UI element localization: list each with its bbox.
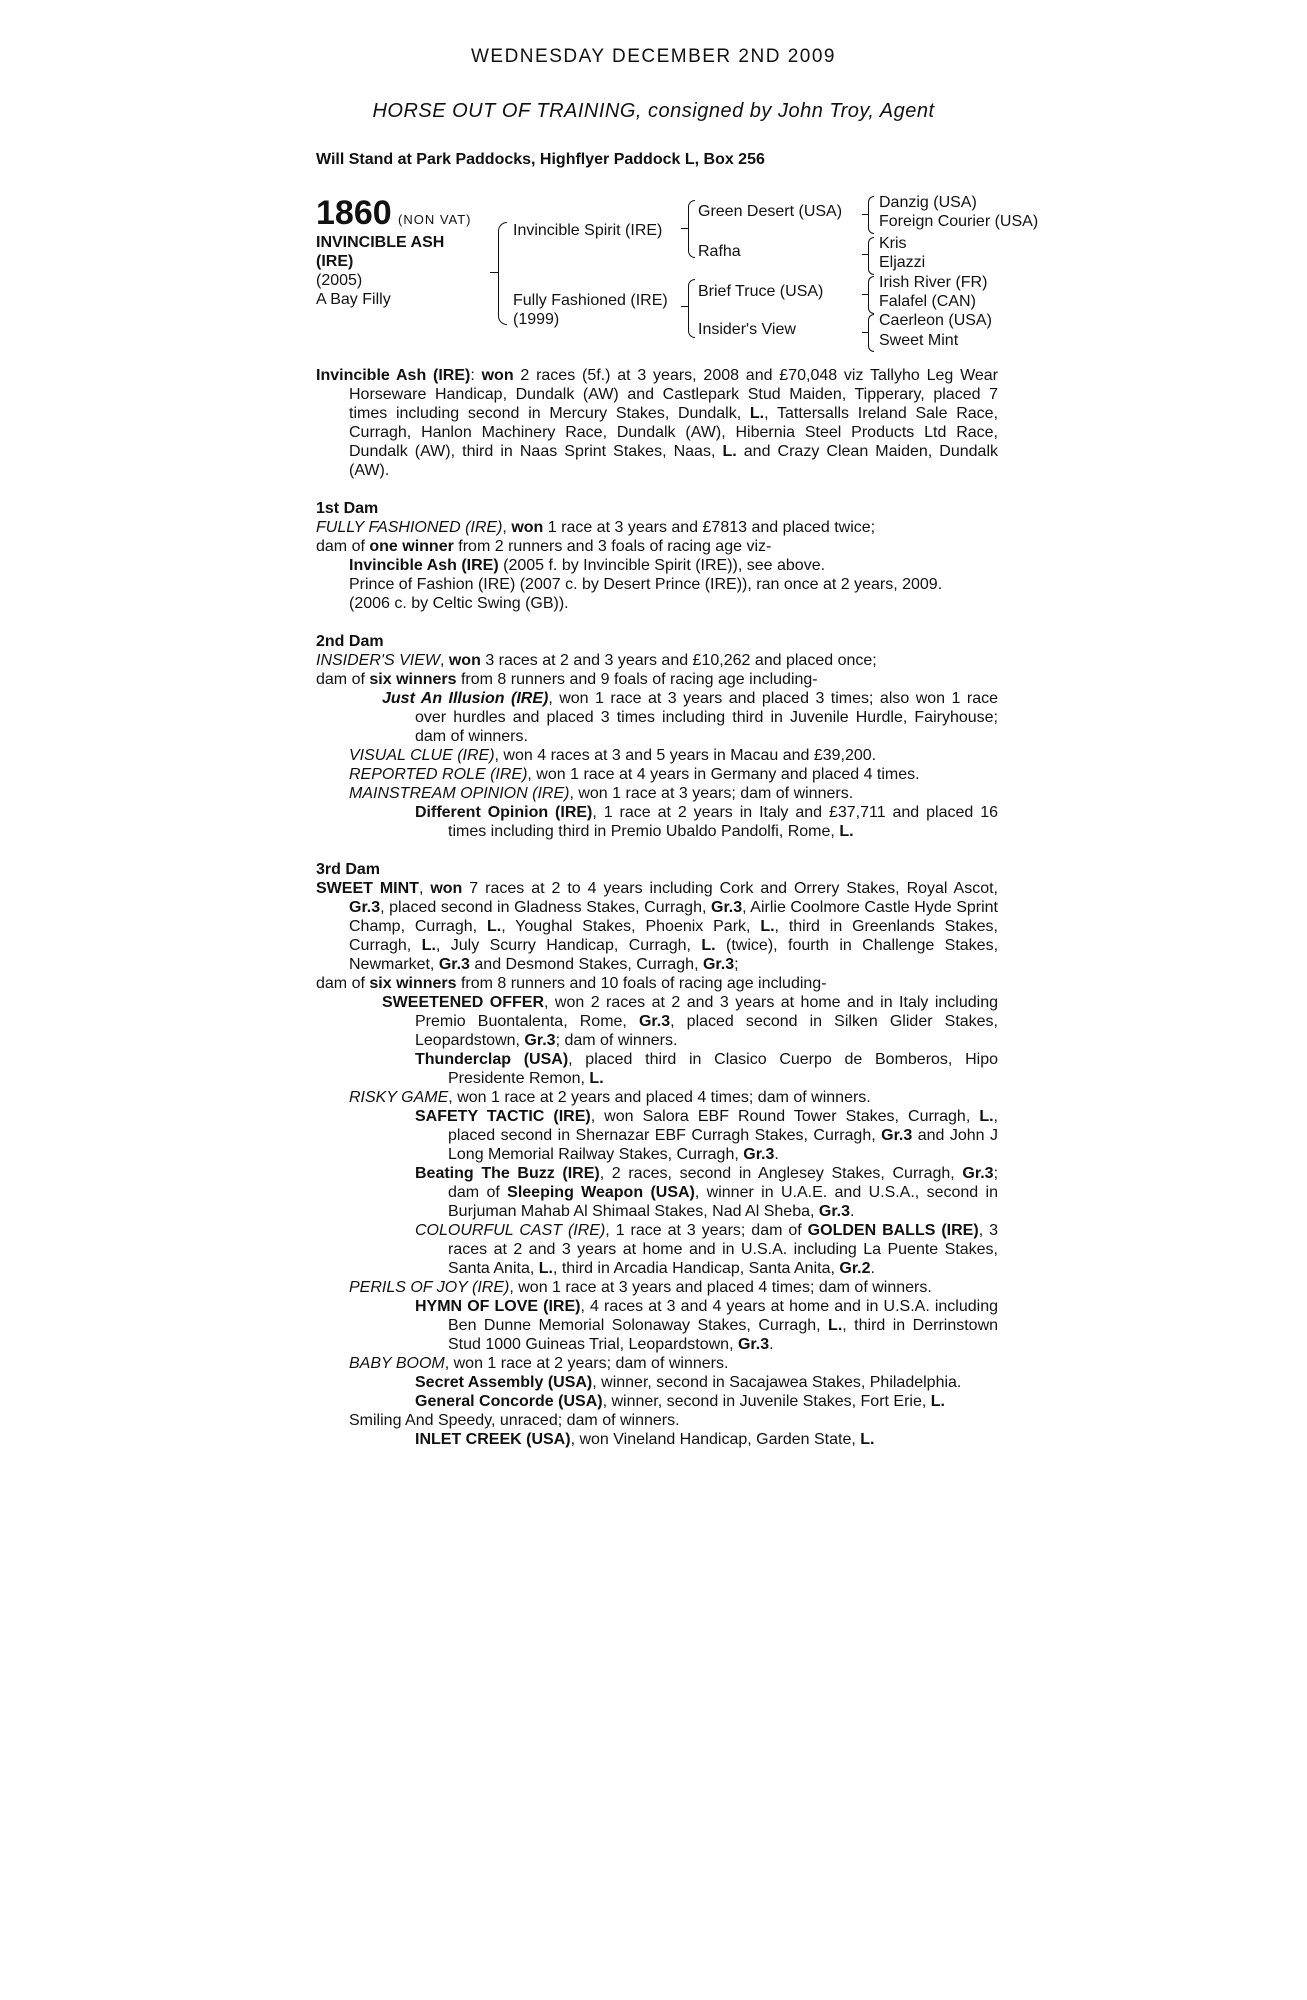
dam3-produce-b2-name: Beating The Buzz (IRE)	[415, 1165, 600, 1182]
pedigree-g7: Caerleon (USA)	[879, 312, 992, 329]
dam1-produce-3: (2006 c. by Celtic Swing (GB)).	[349, 595, 569, 612]
pedigree-sire: Invincible Spirit (IRE)	[513, 222, 663, 239]
pedigree-brace-g2	[868, 237, 874, 275]
listed-mark: L.	[421, 937, 436, 954]
gr3-mark: Gr.3	[638, 1013, 671, 1030]
dam3-produce-b2: Beating The Buzz (IRE), 2 races, second in Anglesey Stakes, Curragh, Gr.3; dam of Sleeping Weapon (USA), winner in U.A.E. and U.S.A., second in Burjuman Mahab Al Shimaal Stakes, Nad Al Sheba, Gr.3.	[415, 1165, 999, 1220]
dam2-produce-4	[316, 784, 998, 803]
dam3-produce-c1-text-2: , third in Derrinstown Stud 1000 Guineas Trial, Leopardstown,	[448, 1317, 999, 1353]
dam2-produce-3	[316, 765, 998, 784]
listed-mark: L.	[701, 937, 716, 954]
dam3-won-text-1: 7 races at 2 to 4 years including Cork and Orrery Stakes, Royal Ascot,	[469, 880, 998, 897]
pedigree-brace-main	[498, 222, 507, 325]
gr3-mark: Gr.3	[818, 1203, 851, 1220]
dam3-won-text-3: , Airlie Coolmore Castle Hyde Sprint Champ, Curragh,	[349, 899, 998, 935]
listed-mark: L.	[828, 1317, 843, 1334]
pedigree-brace-g3	[868, 276, 874, 314]
dam3-produce-b1-name: SAFETY TACTIC (IRE)	[415, 1108, 591, 1125]
dam3-produce-b1-text-3: and John J Long Memorial Railway Stakes, Curragh,	[448, 1127, 998, 1163]
pedigree-brace-g3-point	[862, 294, 868, 295]
dam3-produce-e1-name: INLET CREEK (USA)	[415, 1431, 571, 1448]
dam3-produce-a-name: SWEETENED OFFER	[382, 994, 545, 1011]
stand-location: Will Stand at Park Paddocks, Highflyer Paddock L, Box 256	[316, 151, 765, 168]
gr3-mark: Gr.3	[438, 956, 470, 973]
dam3-produce-a-text-3: ; dam of winners.	[555, 1032, 678, 1049]
dam3-won-text-4: , Youghal Stakes, Phoenix Park,	[501, 918, 751, 935]
dam3-won-text-7: (twice), fourth in Challenge Stakes, Newmarket,	[349, 937, 999, 973]
dam1-produce-2: Prince of Fashion (IRE) (2007 c. by Desert Prince (IRE)), ran once at 2 years, 2009.	[349, 576, 943, 593]
dam3-produce-b1: SAFETY TACTIC (IRE), won Salora EBF Round Tower Stakes, Curragh, L., placed second in Shernazar EBF Curragh Stakes, Curragh, Gr.3 and John J Long Memorial Railway Stakes, Curragh, Gr.3.	[415, 1108, 998, 1163]
dam3-produce-c-text: , won 1 race at 3 years and placed 4 times; dam of winners.	[509, 1279, 932, 1296]
dam2-produce-3-name: REPORTED ROLE (IRE)	[349, 766, 528, 783]
dam3-produce-b2-offspring: Sleeping Weapon (USA)	[507, 1184, 695, 1201]
section-heading-3rd-dam: 3rd Dam	[316, 861, 381, 878]
dam2-won: won	[448, 652, 481, 669]
section-heading-1st-dam: 1st Dam	[316, 500, 379, 517]
dam3-produce-c1: HYMN OF LOVE (IRE), 4 races at 3 and 4 years at home and in U.S.A. including Ben Dunne Memorial Solonaway Stakes, Curragh, L., third in Derrinstown Stud 1000 Guineas Trial, Leopardstown, Gr.3.	[415, 1298, 999, 1353]
dam3-produce-b-text: , won 1 race at 2 years and placed 4 times; dam of winners.	[448, 1089, 871, 1106]
dam3-produce-b3-name: COLOURFUL CAST (IRE)	[415, 1222, 606, 1239]
dam3-produce-a1	[316, 1050, 998, 1088]
pedigree-g2: Foreign Courier (USA)	[879, 213, 1039, 230]
dam2-record: INSIDER'S VIEW, won 3 races at 2 and 3 years and £10,262 and placed once;	[316, 652, 877, 669]
pedigree-brace-sire	[688, 200, 695, 258]
pedigree-g6: Falafel (CAN)	[879, 293, 976, 310]
dam2-won-text: 3 races at 2 and 3 years and £10,262 and placed once;	[485, 652, 877, 669]
dam3-summary: from 8 runners and 10 foals of racing age including-	[460, 975, 827, 992]
dam3-produce-d1-name: Secret Assembly (USA)	[415, 1374, 593, 1391]
listed-mark: L.	[722, 443, 737, 460]
dam3-produce-b3-offspring: GOLDEN BALLS (IRE)	[807, 1222, 979, 1239]
dam3-produce-e1-text: , won Vineland Handicap, Garden State,	[570, 1431, 856, 1448]
listed-mark: L.	[860, 1431, 875, 1448]
dam3-produce-a-text-1: , won 2 races at 2 and 3 years at home and in Italy including Premio Buontalenta, Rome,	[415, 994, 999, 1030]
dam2-produce-1-name: Just An Illusion (IRE)	[382, 690, 549, 707]
dam2-produce-5-text: , 1 race at 2 years in Italy and £37,711 and placed 16 times including third in Premio Ubaldo Pandolfi, Rome,	[448, 804, 998, 840]
dam1-summary: from 2 runners and 3 foals of racing age viz-	[458, 538, 772, 555]
pedigree-brace-dam-point	[681, 306, 688, 307]
dam2-produce-3-text: , won 1 race at 4 years in Germany and placed 4 times.	[527, 766, 920, 783]
pedigree-g8: Sweet Mint	[879, 332, 959, 349]
dam3-produce-b3-text-4: , third in Arcadia Handicap, Santa Anita,	[552, 1260, 835, 1277]
consignment-line: HORSE OUT OF TRAINING, consigned by John Troy, Agent	[372, 100, 935, 122]
dam1-name: FULLY FASHIONED (IRE)	[316, 519, 503, 536]
dam1-produce-1-name: Invincible Ash (IRE)	[349, 557, 499, 574]
dam3-produce-d-text: , won 1 race at 2 years; dam of winners.	[444, 1355, 729, 1372]
dam3-produce-a1-name: Thunderclap (USA)	[415, 1051, 569, 1068]
dam3-produce-e: Smiling And Speedy, unraced; dam of winners.	[349, 1412, 680, 1429]
pedigree-sire-sire: Green Desert (USA)	[698, 203, 843, 220]
dam3-produce-b-name: RISKY GAME	[349, 1089, 449, 1106]
dam3-winners: six winners	[369, 975, 457, 992]
dam2-produce-2	[316, 746, 998, 765]
gr3-mark: Gr.3	[881, 1127, 913, 1144]
section-heading-2nd-dam: 2nd Dam	[316, 633, 384, 650]
dam3-produce-a	[316, 993, 998, 1050]
dam3-produce-e1	[316, 1430, 998, 1449]
dam3-won-text-8: and Desmond Stakes, Curragh,	[474, 956, 699, 973]
gr3-mark: Gr.3	[349, 899, 381, 916]
dam3-produce-c	[316, 1278, 998, 1297]
listed-mark: L.	[486, 918, 502, 935]
listed-mark: L.	[760, 918, 775, 935]
catalogue-body	[316, 366, 998, 1449]
dam3-produce-c1-text-1: , 4 races at 3 and 4 years at home and in U.S.A. including Ben Dunne Memorial Solonaway Stakes, Curragh,	[448, 1298, 999, 1334]
pedigree-dam-dam: Insider's View	[698, 321, 796, 338]
sale-date: WEDNESDAY DECEMBER 2ND 2009	[470, 46, 836, 67]
race-record-text-1: 2 races (5f.) at 3 years, 2008 and £70,048 viz Tallyho Leg Wear Horseware Handicap, Dundalk (AW) and Castlepark Stud Maiden, Tipperary, placed 7 times including second in Mercury Stakes, Dundalk,	[349, 367, 999, 422]
dam2-produce-2-name: VISUAL CLUE (IRE)	[349, 747, 495, 764]
pedigree-brace-g2-point	[862, 254, 868, 255]
pedigree-brace-g4	[868, 314, 874, 352]
horse-year: (2005)	[316, 272, 363, 289]
dam3-produce-b3: COLOURFUL CAST (IRE), 1 race at 3 years; dam of GOLDEN BALLS (IRE), 3 races at 2 and 3 years at home and in U.S.A. including La Puente Stakes, Santa Anita, L., third in Arcadia Handicap, Santa Anita, Gr.2.	[415, 1222, 998, 1277]
dam1-won: won	[511, 519, 544, 536]
dam3-record: SWEET MINT, won 7 races at 2 to 4 years including Cork and Orrery Stakes, Royal Ascot, Gr.3, placed second in Gladness Stakes, Curragh, Gr.3, Airlie Coolmore Castle Hyde Sprint Champ, Curragh, L., Youghal Stakes, Phoenix Park, L., third in Greenlands Stakes, Curragh, L., July Scurry Handicap, Curragh, L. (twice), fourth in Challenge Stakes, Newmarket, Gr.3 and Desmond Stakes, Curragh, Gr.3;	[316, 880, 999, 973]
gr3-mark: Gr.3	[524, 1032, 556, 1049]
race-record-won: won	[481, 367, 514, 384]
listed-mark: L.	[538, 1260, 553, 1277]
dam3-produce-b	[316, 1088, 998, 1107]
dam3-produce-summary	[316, 974, 998, 993]
pedigree-brace-sire-point	[681, 228, 688, 229]
dam3-produce-b3-text-3: , 3 races at 2 and 3 years at home and in U.S.A. including La Puente Stakes, Santa Anita,	[448, 1222, 998, 1277]
dam3-produce-d2-name: General Concorde (USA)	[415, 1393, 603, 1410]
pedigree-sire-dam: Rafha	[698, 243, 741, 260]
dam3-produce-b2-text-2: ; dam of	[448, 1165, 999, 1201]
dam3-produce-d1-text: , winner, second in Sacajawea Stakes, Philadelphia.	[592, 1374, 962, 1391]
dam1-record: FULLY FASHIONED (IRE), won 1 race at 3 years and £7813 and placed twice;	[316, 519, 876, 536]
pedigree-dam: Fully Fashioned (IRE)	[513, 292, 668, 309]
dam3-won-text-2: , placed second in Gladness Stakes, Curragh,	[380, 899, 707, 916]
dam2-produce-4-name: MAINSTREAM OPINION (IRE)	[349, 785, 570, 802]
dam3-won-text-5: , third in Greenlands Stakes, Curragh,	[349, 918, 999, 954]
pedigree-g3: Kris	[879, 235, 907, 252]
listed-mark: L.	[839, 823, 854, 840]
dam2-produce-summary	[316, 670, 998, 689]
dam3-produce-b1-text-1: , won Salora EBF Round Tower Stakes, Curragh,	[590, 1108, 971, 1125]
dam2-winners: six winners	[369, 671, 457, 688]
gr3-mark: Gr.3	[711, 899, 743, 916]
horse-name: INVINCIBLE ASH (IRE)	[316, 234, 445, 270]
lot-number: 1860	[316, 194, 392, 232]
listed-mark: L.	[589, 1070, 604, 1087]
dam3-produce-c1-name: HYMN OF LOVE (IRE)	[415, 1298, 581, 1315]
horse-description: A Bay Filly	[316, 291, 391, 308]
dam3-produce-d	[316, 1354, 998, 1373]
dam3-produce-b2-text-1: , 2 races, second in Anglesey Stakes, Curragh,	[599, 1165, 955, 1182]
pedigree-brace-g1-point	[862, 214, 868, 215]
pedigree-brace-g4-point	[862, 332, 868, 333]
dam1-produce-summary	[316, 537, 998, 556]
pedigree-brace-main-point	[490, 272, 499, 273]
dam2-produce-5-name: Different Opinion (IRE)	[415, 804, 593, 821]
pedigree-g5: Irish River (FR)	[879, 274, 988, 291]
dam2-name: INSIDER'S VIEW	[316, 652, 440, 669]
race-record-text-2: Tattersalls Ireland Sale Race, Curragh, Hanlon Machinery Race, Dundalk (AW), Hibernia Steel Products Ltd Race, Dundalk (AW), third in Naas Sprint Stakes, Naas,	[349, 405, 999, 460]
dam1-produce-1-text: (2005 f. by Invincible Spirit (IRE)), see above.	[503, 557, 826, 574]
pedigree-brace-dam	[688, 279, 695, 338]
dam2-produce-1	[316, 689, 998, 746]
pedigree-dam-sire: Brief Truce (USA)	[698, 283, 824, 300]
race-record-text-3: and Crazy Clean Maiden, Dundalk (AW).	[349, 443, 998, 479]
gr3-mark: Gr.3	[737, 1336, 770, 1353]
dam3-produce-a-text-2: , placed second in Silken Glider Stakes, Leopardstown,	[415, 1013, 999, 1049]
dam1-dam-of: dam of	[316, 538, 365, 555]
race-record-name: Invincible Ash (IRE)	[316, 367, 471, 384]
listed-mark: L.	[979, 1108, 994, 1125]
dam3-produce-b1-text-2: , placed second in Shernazar EBF Curragh Stakes, Curragh,	[448, 1108, 998, 1144]
listed-mark: L.	[930, 1393, 945, 1410]
dam3-produce-d2-text: , winner, second in Juvenile Stakes, Fort Erie,	[602, 1393, 927, 1410]
dam1-produce-1	[316, 556, 998, 575]
dam2-produce-1-text: , won 1 race at 3 years and placed 3 times; also won 1 race over hurdles and placed 3 times including third in Juvenile Hurdle, Fairyhouse; dam of winners.	[415, 690, 999, 745]
dam3-produce-a1-text: , placed third in Clasico Cuerpo de Bomberos, Hipo Presidente Remon,	[448, 1051, 998, 1087]
gr3-mark: Gr.3	[962, 1165, 994, 1182]
pedigree-g1: Danzig (USA)	[879, 194, 977, 211]
dam3-name: SWEET MINT	[316, 880, 419, 897]
dam1-won-text: 1 race at 3 years and £7813 and placed twice;	[547, 519, 876, 536]
pedigree-brace-g1	[868, 196, 874, 234]
listed-mark: L.	[749, 405, 765, 422]
pedigree-g4: Eljazzi	[879, 254, 926, 271]
gr3-mark: Gr.3	[702, 956, 735, 973]
gr3-mark: Gr.3	[743, 1146, 775, 1163]
gr2-mark: Gr.2	[839, 1260, 871, 1277]
dam3-won-text-6: , July Scurry Handicap, Curragh,	[435, 937, 691, 954]
dam3-produce-b2-text-4: , winner in U.A.E. and U.S.A., second in Burjuman Mahab Al Shimaal Stakes, Nad Al Sheba,	[448, 1184, 998, 1220]
dam2-dam-of: dam of	[316, 671, 365, 688]
dam3-produce-d-name: BABY BOOM	[349, 1355, 445, 1372]
dam3-produce-d2	[316, 1392, 998, 1411]
race-record: Invincible Ash (IRE): won 2 races (5f.) at 3 years, 2008 and £70,048 viz Tallyho Leg Wear Horseware Handicap, Dundalk (AW) and Castlepark Stud Maiden, Tipperary, placed 7 times including second in Mercury Stakes, Dundalk, L., Tattersalls Ireland Sale Race, Curragh, Hanlon Machinery Race, Dundalk (AW), Hibernia Steel Products Ltd Race, Dundalk (AW), third in Naas Sprint Stakes, Naas, L. and Crazy Clean Maiden, Dundalk (AW).	[316, 367, 999, 479]
dam3-produce-c-name: PERILS OF JOY (IRE)	[349, 1279, 510, 1296]
dam3-dam-of: dam of	[316, 975, 365, 992]
dam3-won: won	[430, 880, 463, 897]
dam1-winners: one winner	[369, 538, 454, 555]
pedigree-dam-year: (1999)	[513, 311, 560, 328]
dam3-produce-b3-text-1: , 1 race at 3 years; dam of	[605, 1222, 802, 1239]
vat-status: (NON VAT)	[398, 212, 472, 227]
dam3-produce-d1	[316, 1373, 998, 1392]
dam2-produce-5	[316, 803, 998, 841]
dam2-summary: from 8 runners and 9 foals of racing age including-	[460, 671, 818, 688]
dam2-produce-4-text: , won 1 race at 3 years; dam of winners.	[569, 785, 854, 802]
dam2-produce-2-text: , won 4 races at 3 and 5 years in Macau and £39,200.	[494, 747, 877, 764]
